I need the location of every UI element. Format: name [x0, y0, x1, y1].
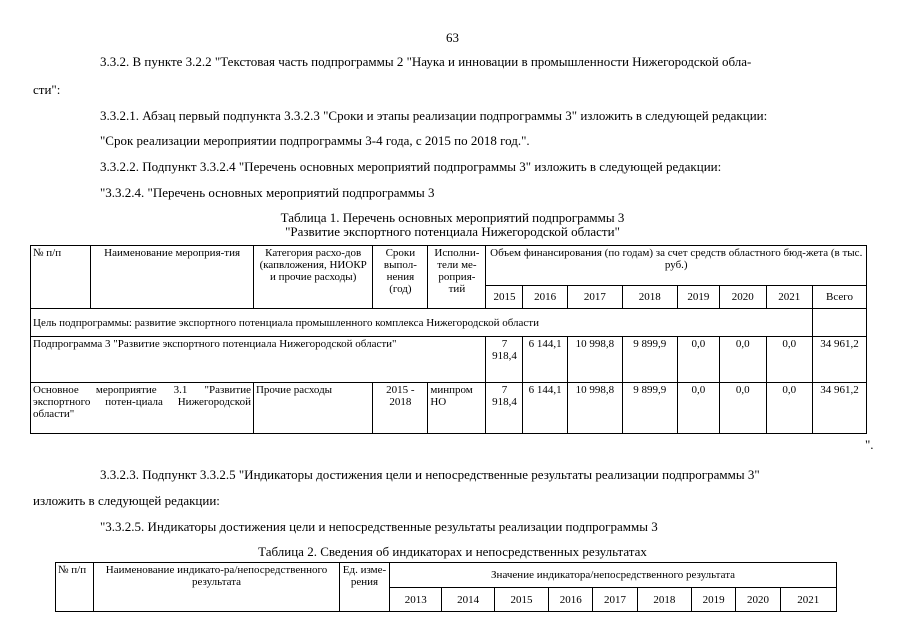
- table2-header-year: 2017: [593, 588, 637, 612]
- table1-caption-line1: Таблица 1. Перечень основных мероприятий подпрограммы 3: [280, 210, 625, 225]
- paragraph-3-3-2-5-heading: "3.3.2.5. Индикаторы достижения цели и непосредственные результаты реализации подпрограммы 3: [100, 519, 658, 534]
- table1-header-name: Наименование мероприя-тия: [91, 246, 254, 309]
- table1-cell: 0,0: [677, 337, 719, 383]
- table1-cell: 7 918,4: [486, 337, 523, 383]
- table2-header-num: № п/п: [56, 563, 94, 612]
- table2-header-name: Наименование индикато-ра/непосредственного результата: [94, 563, 340, 612]
- table1-cell: 0,0: [677, 383, 719, 434]
- table1-header-year: 2021: [766, 286, 813, 309]
- table-row: [31, 337, 867, 383]
- table2-header-year: 2019: [692, 588, 736, 612]
- table1-cell: 34 961,2: [813, 383, 867, 434]
- paragraph-3-3-2-2: 3.3.2.2. Подпункт 3.3.2.4 "Перечень основных мероприятий подпрограммы 3" изложить в следующей редакции:: [100, 159, 722, 174]
- table1-main-term: 2015 - 2018: [373, 383, 428, 434]
- table2-header-year: 2013: [390, 588, 442, 612]
- table1-header-year: 2019: [677, 286, 719, 309]
- table1-header-year: 2015: [486, 286, 523, 309]
- table1-header-year: 2017: [567, 286, 622, 309]
- table1-cell: 34 961,2: [813, 337, 867, 383]
- table1-header-term: Сроки выпол-нения (год): [373, 246, 428, 309]
- table1-header-year: 2016: [523, 286, 567, 309]
- table1-cell: 7 918,4: [486, 383, 523, 434]
- indicators-table: [55, 562, 837, 612]
- table2-caption: Таблица 2. Сведения об индикаторах и непосредственных результатах: [258, 544, 647, 559]
- table1-cell: 6 144,1: [523, 337, 567, 383]
- table1-main-measure-name: Основное мероприятие 3.1 "Развитие экспортного потен-циала Нижегородской области": [31, 383, 254, 434]
- table1-header-year: 2020: [720, 286, 767, 309]
- table1-cell: 0,0: [720, 337, 767, 383]
- table1-main-executor: минпром НО: [428, 383, 486, 434]
- table1-cell: 0,0: [766, 383, 813, 434]
- table1-cell: 10 998,8: [567, 383, 622, 434]
- paragraph-3-3-2-4-heading: "3.3.2.4. "Перечень основных мероприятий подпрограммы 3: [100, 185, 435, 200]
- table1-cell: 0,0: [766, 337, 813, 383]
- table1-goal-empty-cell: [813, 309, 867, 337]
- table1-caption-line2: "Развитие экспортного потенциала Нижегородской области": [285, 224, 620, 239]
- table1-subprogram-name: Подпрограмма 3 "Развитие экспортного потенциала Нижегородской области": [31, 337, 486, 383]
- table2-header-year: 2016: [549, 588, 593, 612]
- table1-main-category: Прочие расходы: [253, 383, 372, 434]
- table2-header-year: 2015: [494, 588, 548, 612]
- table1-closing-mark: ".: [865, 437, 874, 452]
- paragraph-quote-term: "Срок реализации мероприятии подпрограммы 3-4 года, с 2015 по 2018 год.".: [100, 133, 530, 148]
- table2-header-year: 2020: [736, 588, 780, 612]
- paragraph-3-3-2: 3.3.2. В пункте 3.2.2 "Текстовая часть подпрограммы 2 "Наука и инновации в промышленности Нижегородской обла-: [100, 54, 752, 69]
- paragraph-3-3-2-1: 3.3.2.1. Абзац первый подпункта 3.3.2.3 "Сроки и этапы реализации подпрограммы 3" изложить в следующей редакции:: [100, 108, 768, 123]
- table2-header-unit: Ед. изме-рения: [339, 563, 389, 612]
- table1-header-executors: Исполни-тели ме-роприя-тий: [428, 246, 486, 309]
- table2-header-year: 2021: [780, 588, 836, 612]
- table1-header-category: Категория расхо-дов (капвложения, НИОКР и прочие расходы): [253, 246, 372, 309]
- table1-header-total: Всего: [813, 286, 867, 309]
- page-number: 63: [446, 30, 459, 45]
- table2-header-year: 2014: [442, 588, 494, 612]
- table1-header-funding: Объем финансирования (по годам) за счет средств областного бюд-жета (в тыс. руб.): [486, 246, 867, 286]
- table1-cell: 10 998,8: [567, 337, 622, 383]
- paragraph-3-3-2-3-continued: изложить в следующей редакции:: [33, 493, 220, 508]
- table1-goal-row: Цель подпрограммы: развитие экспортного потенциала промышленного комплекса Нижегородской области: [31, 309, 813, 337]
- table1-header-year: 2018: [622, 286, 677, 309]
- table2-header-year: 2018: [637, 588, 691, 612]
- measures-table: [30, 245, 867, 434]
- table1-cell: 9 899,9: [622, 383, 677, 434]
- table1-cell: 6 144,1: [523, 383, 567, 434]
- paragraph-3-3-2-3: 3.3.2.3. Подпункт 3.3.2.5 "Индикаторы достижения цели и непосредственные результаты реализации подпрограммы 3": [100, 467, 760, 482]
- table1-cell: 9 899,9: [622, 337, 677, 383]
- table2-header-values: Значение индикатора/непосредственного результата: [390, 563, 837, 588]
- paragraph-3-3-2-continued: сти":: [33, 82, 61, 97]
- table1-header-num: № п/п: [31, 246, 91, 309]
- table1-cell: 0,0: [720, 383, 767, 434]
- table-row: [31, 383, 867, 434]
